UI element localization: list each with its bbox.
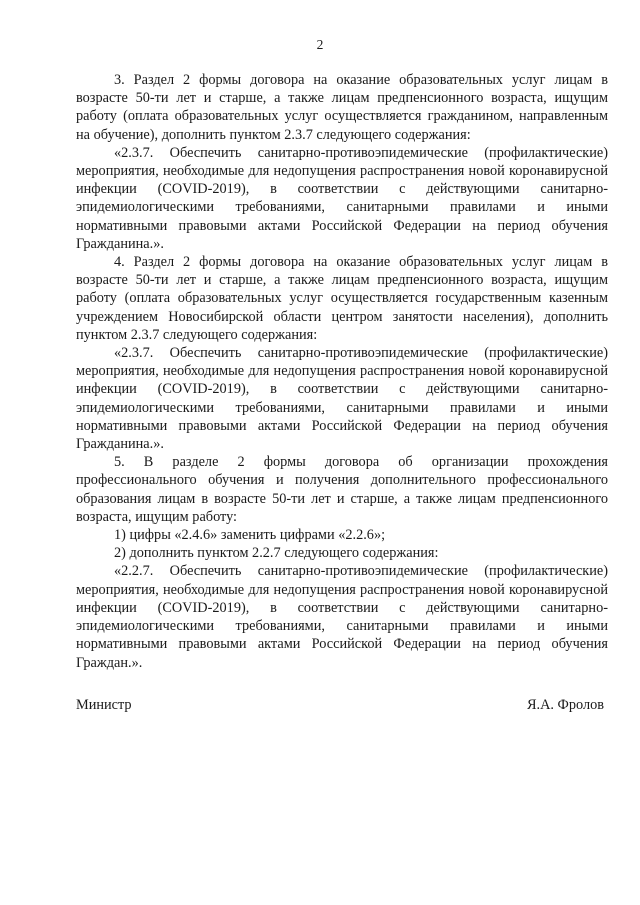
paragraph-item-5-quote: «2.2.7. Обеспечить санитарно-противоэпидемические (профилактические) мероприятия, необходимые для недопущения распространения новой коронавирусной инфекции (COVID-2019), в соответствии с действующими санитарно-эпидемиологическими требованиями, санитарными правилами и иными нормативными правовыми актами Российской Федерации на период обучения Граждан.».	[76, 563, 608, 671]
paragraph-subitem-1: 1) цифры «2.4.6» заменить цифрами «2.2.6»;	[114, 527, 386, 544]
paragraph-item-4: 4. Раздел 2 формы договора на оказание образовательных услуг лицам в возрасте 50-ти лет и старше, а также лицам предпенсионного возраста, ищущим работу (оплата образовательных услуг осуществляется государственным казенным учреждением Новосибирской области центром занятости населения), дополнить пунктом 2.3.7 следующего содержания:	[76, 254, 608, 343]
paragraph-item-3-quote: «2.3.7. Обеспечить санитарно-противоэпидемические (профилактические) мероприятия, необходимые для недопущения распространения новой коронавирусной инфекции (COVID-2019), в соответствии с действующими санитарно-эпидемиологическими требованиями, санитарными правилами и иными нормативными правовыми актами Российской Федерации на период обучения Гражданина.».	[76, 144, 608, 252]
paragraph-item-4-quote: «2.3.7. Обеспечить санитарно-противоэпидемические (профилактические) мероприятия, необходимые для недопущения распространения новой коронавирусной инфекции (COVID-2019), в соответствии с действующими санитарно-эпидемиологическими требованиями, санитарными правилами и иными нормативными правовыми актами Российской Федерации на период обучения Гражданина.».	[76, 345, 608, 453]
paragraph-item-5: 5. В разделе 2 формы договора об организации прохождения профессионального обучения и получения дополнительного профессионального образования лицам в возрасте 50-ти лет и старше, а также лицам предпенсионного возраста, ищущим работу:	[76, 454, 608, 525]
page-number: 2	[316, 37, 324, 52]
signatory-title: Министр	[76, 697, 132, 713]
document-body	[76, 71, 608, 672]
signatory-name: Я.А. Фролов	[526, 697, 604, 713]
paragraph-item-3: 3. Раздел 2 формы договора на оказание образовательных услуг лицам в возрасте 50-ти лет и старше, а также лицам предпенсионного возраста, ищущим работу (оплата образовательных услуг осуществляется гражданином, направленным на обучение), дополнить пунктом 2.3.7 следующего содержания:	[76, 72, 608, 143]
paragraph-subitem-2: 2) дополнить пунктом 2.2.7 следующего содержания:	[114, 545, 439, 562]
signature-block	[76, 697, 604, 714]
